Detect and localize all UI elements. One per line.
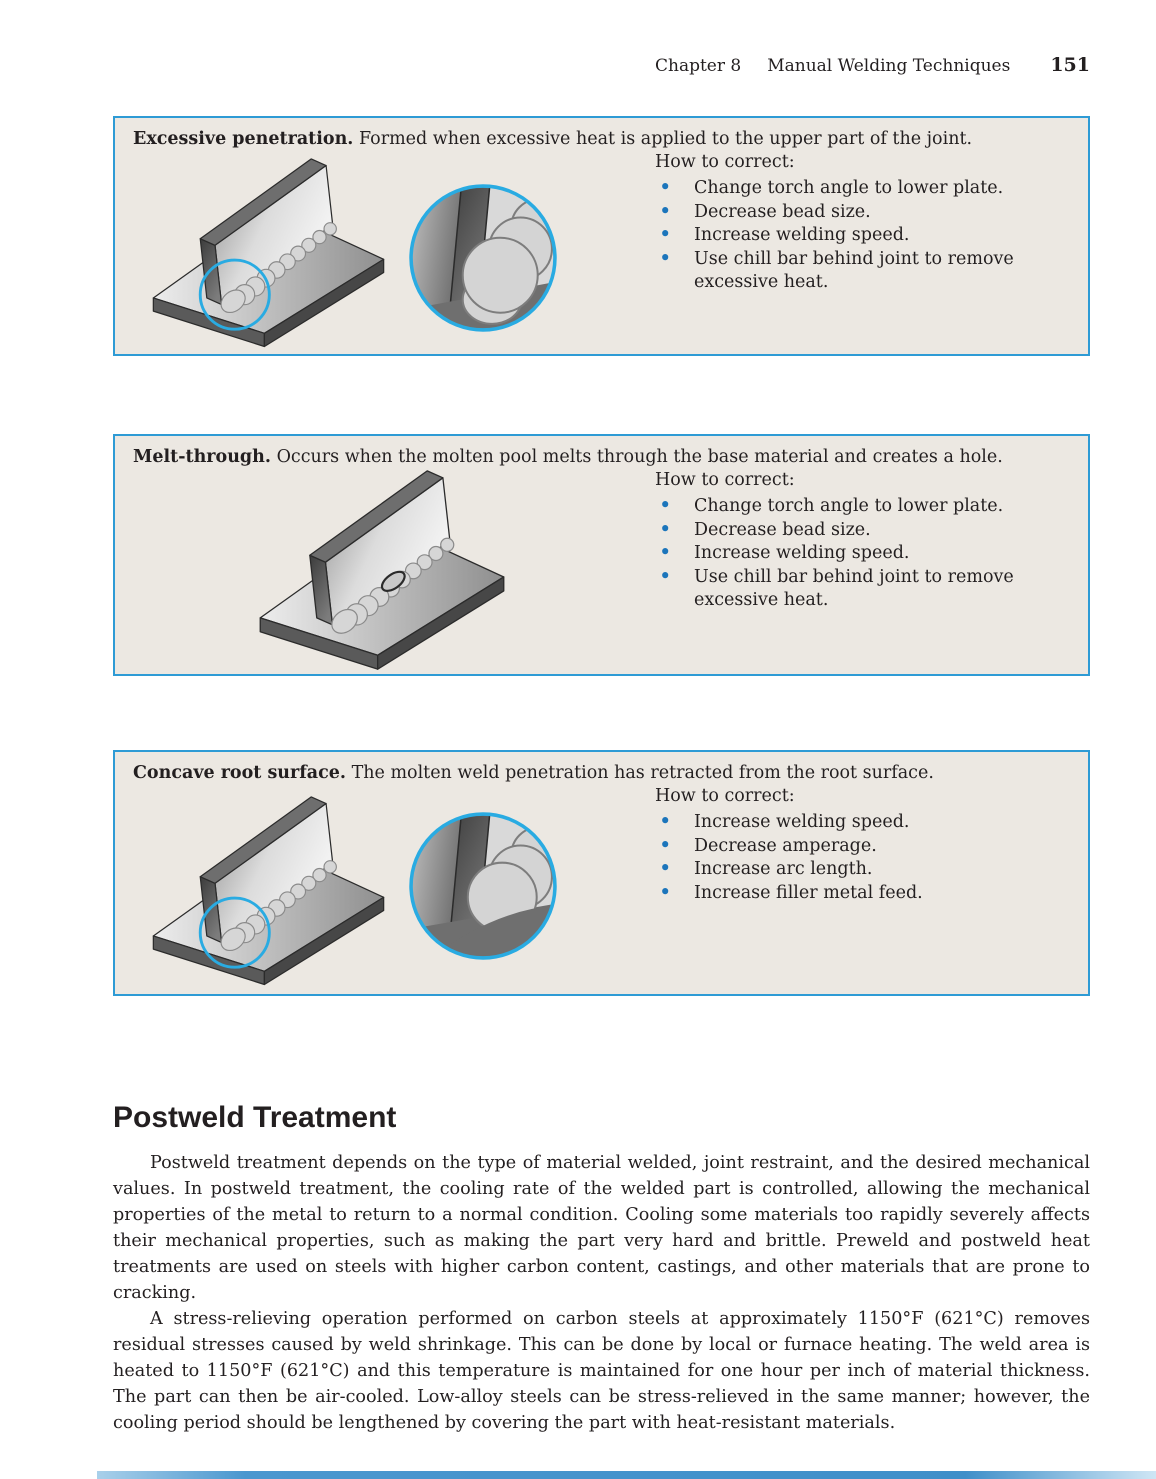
defect-caption	[115, 118, 1088, 151]
defect-description: Occurs when the molten pool melts through the base material and creates a hole.	[276, 447, 1003, 467]
how-to-correct-label: How to correct:	[655, 470, 795, 490]
correction-column	[655, 150, 1080, 295]
defect-description: The molten weld penetration has retracted from the root surface.	[351, 763, 934, 783]
defect-caption	[115, 436, 1088, 469]
tjoint-weld-illustration	[141, 796, 396, 992]
correction-list	[655, 811, 1080, 905]
correction-item: • Decrease amperage.	[655, 835, 1080, 859]
correction-item: • Increase filler metal feed.	[655, 882, 1080, 906]
defect-box-excessive-penetration	[113, 116, 1090, 356]
tjoint-weld-illustration	[141, 158, 396, 354]
how-to-correct-label: How to correct:	[655, 786, 795, 806]
correction-item: • Use chill bar behind joint to remove excessive heat.	[655, 248, 1080, 295]
correction-item: • Use chill bar behind joint to remove excessive heat.	[655, 566, 1080, 613]
page-number: 151	[1050, 54, 1090, 76]
defect-box-concave-root-surface	[113, 750, 1090, 996]
magnified-weld-view	[407, 182, 559, 334]
running-head	[0, 54, 1090, 76]
correction-item: • Decrease bead size.	[655, 201, 1080, 225]
correction-item: • Decrease bead size.	[655, 519, 1080, 543]
defect-term: Melt-through.	[133, 447, 271, 467]
section-heading: Postweld Treatment	[113, 1101, 397, 1134]
correction-item: • Change torch angle to lower plate.	[655, 177, 1080, 201]
defect-caption	[115, 752, 1088, 785]
chapter-label: Chapter 8	[655, 56, 742, 76]
correction-item: • Increase welding speed.	[655, 811, 1080, 835]
magnified-weld-view	[407, 810, 559, 962]
tjoint-melt-through-illustration	[247, 470, 517, 677]
correction-column	[655, 784, 1080, 905]
correction-item: • Increase welding speed.	[655, 542, 1080, 566]
paragraph: Postweld treatment depends on the type of material welded, joint restraint, and the desired mechanical values. In postweld treatment, the cooling rate of the welded part is controlled, allowing the mechanical properties of the metal to return to a normal condition. Cooling some materials too rapidly severely affects their mechanical properties, such as making the part very hard and brittle. Preweld and postweld heat treatments are used on steels with higher carbon content, castings, and other materials that are prone to cracking.	[113, 1153, 1090, 1303]
defect-description: Formed when excessive heat is applied to the upper part of the joint.	[358, 129, 973, 149]
correction-item: • Change torch angle to lower plate.	[655, 495, 1080, 519]
chapter-title: Manual Welding Techniques	[767, 56, 1011, 76]
defect-box-melt-through	[113, 434, 1090, 676]
how-to-correct-label: How to correct:	[655, 152, 795, 172]
defect-term: Excessive penetration.	[133, 129, 354, 149]
page-footer-bar	[97, 1471, 1156, 1479]
correction-list	[655, 495, 1080, 613]
correction-column	[655, 468, 1080, 613]
correction-list	[655, 177, 1080, 295]
correction-item: • Increase welding speed.	[655, 224, 1080, 248]
body-text	[113, 1150, 1090, 1436]
correction-item: • Increase arc length.	[655, 858, 1080, 882]
defect-term: Concave root surface.	[133, 763, 346, 783]
paragraph: A stress-relieving operation performed on carbon steels at approximately 1150°F (621°C) removes residual stresses caused by weld shrinkage. This can be done by local or furnace heating. The weld area is heated to 1150°F (621°C) and this temperature is maintained for one hour per inch of material thickness. The part can then be air-cooled. Low-alloy steels can be stress-relieved in the same manner; however, the cooling period should be lengthened by covering the part with heat-resistant materials.	[113, 1309, 1090, 1433]
